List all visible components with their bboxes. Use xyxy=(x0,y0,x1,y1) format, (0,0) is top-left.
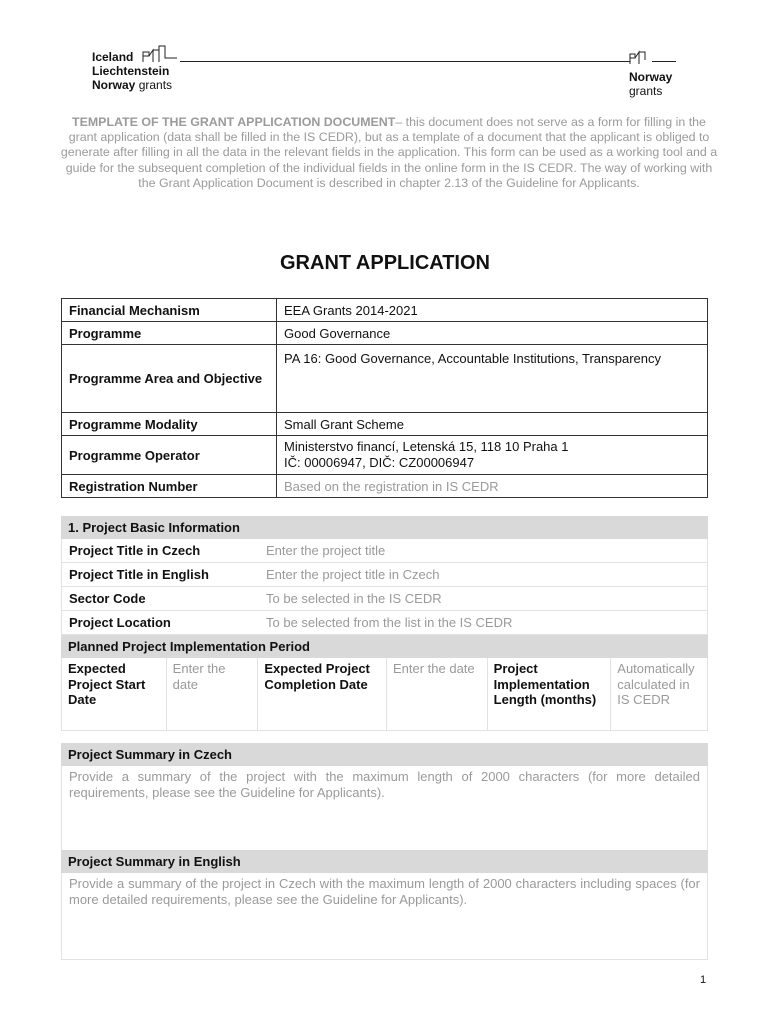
logo-grants: grants xyxy=(138,78,173,92)
implementation-length-value: Automatically calculated in IS CEDR xyxy=(617,661,695,707)
programme-modality-value: Small Grant Scheme xyxy=(277,413,708,436)
project-summary-english xyxy=(61,850,708,960)
programme-info-table xyxy=(61,298,708,498)
logo-norway: Norway xyxy=(92,78,136,92)
completion-date-label: Expected Project Completion Date xyxy=(258,658,387,730)
financial-mechanism-label: Financial Mechanism xyxy=(62,299,277,322)
project-title-en-label: Project Title in English xyxy=(69,567,209,582)
table-row xyxy=(62,413,708,436)
project-title-cz-label: Project Title in Czech xyxy=(69,543,201,558)
logo-iceland: Iceland xyxy=(92,50,134,64)
section-heading: 1. Project Basic Information xyxy=(61,516,708,539)
table-row xyxy=(61,587,708,611)
table-row xyxy=(62,345,708,413)
template-note xyxy=(60,115,718,191)
start-date-label: Expected Project Start Date xyxy=(62,658,167,730)
document-title: GRANT APPLICATION xyxy=(280,252,490,274)
project-title-cz-field[interactable]: Enter the project title xyxy=(266,543,386,558)
project-location-label: Project Location xyxy=(69,615,171,630)
programme-value: Good Governance xyxy=(277,322,708,345)
programme-operator-label: Programme Operator xyxy=(62,436,277,475)
project-summary-czech xyxy=(61,743,708,853)
operator-address: Ministerstvo financí, Letenská 15, 118 10 Praha 1 xyxy=(284,439,569,454)
template-note-text: – this document does not serve as a form for filling in the grant application (data shall be filled in the IS CEDR), but as a template of a document that the applicant is obliged to generate after filling in all the data in the relevant fields in the application. This form can be used as a working tool and a guide for the subsequent completion of the individual fields in the online form in the IS CEDR. The way of working with the Grant Application Document is described in chapter 2.13 of the Guideline for Applicants. xyxy=(60,115,718,190)
table-row xyxy=(61,563,708,587)
logo-norway-right: Norway xyxy=(629,70,673,84)
implementation-period-row xyxy=(61,658,708,731)
programme-operator-value xyxy=(277,436,708,475)
operator-ids: IČ: 00006947, DIČ: CZ00006947 xyxy=(284,455,475,470)
header-rule xyxy=(180,61,630,62)
header-rule-right xyxy=(652,61,676,62)
flag-logo-icon xyxy=(141,44,181,64)
summary-english-heading: Project Summary in English xyxy=(61,850,708,873)
programme-area-label: Programme Area and Objective xyxy=(62,345,277,413)
sector-code-label: Sector Code xyxy=(69,591,146,606)
table-row xyxy=(62,475,708,498)
sector-code-field[interactable]: To be selected in the IS CEDR xyxy=(266,591,442,606)
programme-modality-label: Programme Modality xyxy=(62,413,277,436)
table-row xyxy=(62,299,708,322)
norway-grants-logo xyxy=(629,70,672,98)
period-heading: Planned Project Implementation Period xyxy=(61,635,708,658)
page-number: 1 xyxy=(700,974,707,986)
start-date-field[interactable]: Enter the date xyxy=(167,658,259,730)
project-basic-information xyxy=(61,516,708,731)
implementation-length-label: Project Implementation Length (months) xyxy=(488,658,612,730)
table-row xyxy=(61,611,708,635)
summary-english-field[interactable]: Provide a summary of the project in Czech with the maximum length of 2000 characters including spaces (for more detailed requirements, please see the Guideline for Applicants). xyxy=(61,873,708,960)
template-note-bold: TEMPLATE OF THE GRANT APPLICATION DOCUMENT xyxy=(72,115,396,129)
programme-label: Programme xyxy=(62,322,277,345)
registration-number-label: Registration Number xyxy=(62,475,277,498)
logo-grants-right: grants xyxy=(629,84,663,98)
logo-liechtenstein: Liechtenstein xyxy=(92,64,170,78)
table-row xyxy=(62,436,708,475)
flag-logo-icon-right xyxy=(629,48,655,66)
summary-czech-field[interactable]: Provide a summary of the project with the maximum length of 2000 characters (for more detailed requirements, please see the Guideline for Applicants). xyxy=(61,766,708,853)
financial-mechanism-value: EEA Grants 2014-2021 xyxy=(277,299,708,322)
project-title-en-field[interactable]: Enter the project title in Czech xyxy=(266,567,440,582)
completion-date-field[interactable]: Enter the date xyxy=(387,658,488,730)
table-row xyxy=(61,539,708,563)
table-row xyxy=(62,322,708,345)
project-location-field[interactable]: To be selected from the list in the IS CEDR xyxy=(266,615,513,630)
summary-czech-heading: Project Summary in Czech xyxy=(61,743,708,766)
registration-number-value: Based on the registration in IS CEDR xyxy=(277,475,708,498)
programme-area-value: PA 16: Good Governance, Accountable Institutions, Transparency xyxy=(277,345,708,413)
